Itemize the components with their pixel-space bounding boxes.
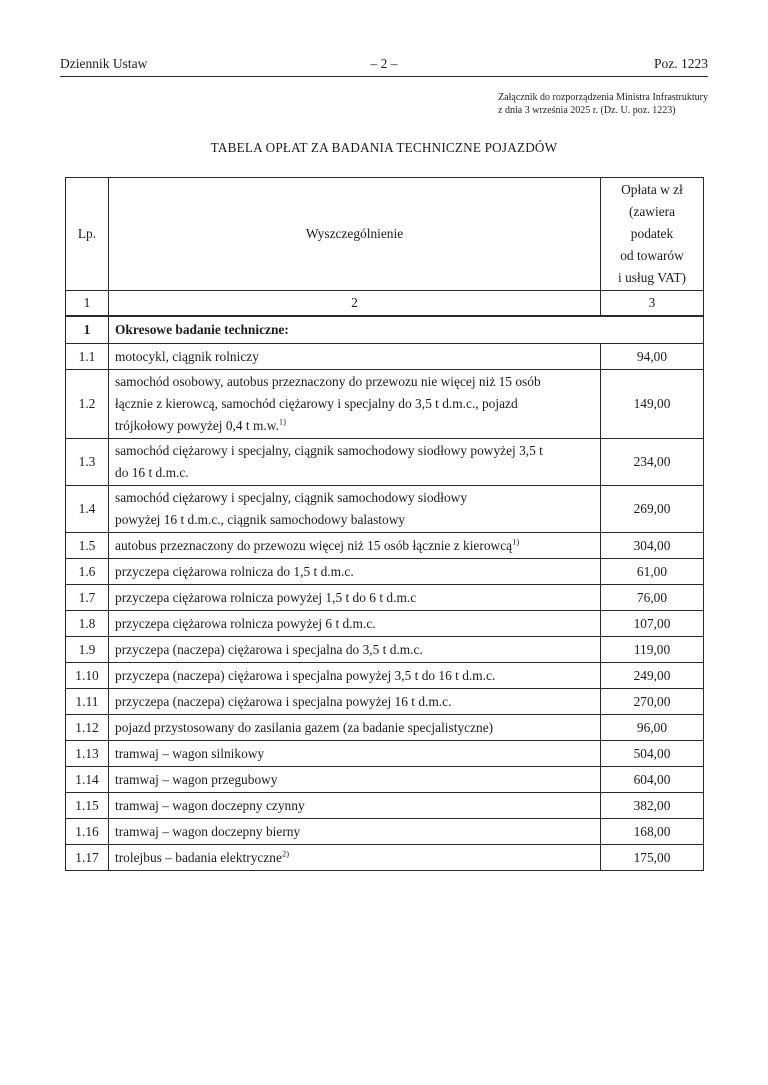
- row-fee: 94,00: [601, 344, 704, 370]
- row-lp: 1.9: [66, 637, 109, 663]
- row-fee: 96,00: [601, 715, 704, 741]
- section-row: [66, 316, 704, 344]
- row-lp: 1.7: [66, 585, 109, 611]
- col-number-3: 3: [601, 291, 704, 317]
- row-description: trolejbus – badania elektryczne$^{2)}$: [109, 845, 601, 871]
- col-number-1: 1: [66, 291, 109, 317]
- row-fee: 270,00: [601, 689, 704, 715]
- row-lp: 1.4: [66, 486, 109, 533]
- table-row: [66, 533, 704, 559]
- table-row: [66, 370, 704, 439]
- row-description: motocykl, ciągnik rolniczy: [109, 344, 601, 370]
- row-description: pojazd przystosowany do zasilania gazem (za badanie specjalistyczne): [109, 715, 601, 741]
- row-lp: 1.12: [66, 715, 109, 741]
- header-lp: Lp.: [66, 178, 109, 291]
- row-lp: 1.17: [66, 845, 109, 871]
- position-number: Poz. 1223: [654, 56, 708, 71]
- row-fee: 175,00: [601, 845, 704, 871]
- row-fee: 234,00: [601, 439, 704, 486]
- row-description: tramwaj – wagon doczepny czynny: [109, 793, 601, 819]
- table-row: [66, 585, 704, 611]
- row-fee: 119,00: [601, 637, 704, 663]
- journal-name: Dziennik Ustaw: [60, 56, 148, 71]
- footnote-marker: 1): [278, 416, 286, 427]
- row-description: przyczepa (naczepa) ciężarowa i specjalna powyżej 16 t d.m.c.: [109, 689, 601, 715]
- row-description: przyczepa ciężarowa rolnicza powyżej 6 t d.m.c.: [109, 611, 601, 637]
- row-lp: 1.16: [66, 819, 109, 845]
- row-fee: 269,00: [601, 486, 704, 533]
- table-row: [66, 344, 704, 370]
- row-description: tramwaj – wagon doczepny bierny: [109, 819, 601, 845]
- table-row: [66, 439, 704, 486]
- row-description: przyczepa ciężarowa rolnicza do 1,5 t d.m.c.: [109, 559, 601, 585]
- row-lp: 1.14: [66, 767, 109, 793]
- running-head: [60, 56, 708, 77]
- row-fee: 61,00: [601, 559, 704, 585]
- table-row: [66, 611, 704, 637]
- row-lp: 1.3: [66, 439, 109, 486]
- row-description: tramwaj – wagon przegubowy: [109, 767, 601, 793]
- row-lp: 1.15: [66, 793, 109, 819]
- row-description: samochód osobowy, autobus przeznaczony do przewozu nie więcej niż 15 osób łącznie z kierowcą, samochód ciężarowy i specjalny do 3,5 t d.m.c., pojazd trójkołowy powyżej 0,4 t m.w.$^{1)}$: [109, 370, 601, 439]
- header-description: Wyszczególnienie: [109, 178, 601, 291]
- row-lp: 1.10: [66, 663, 109, 689]
- row-fee: 304,00: [601, 533, 704, 559]
- row-description: przyczepa (naczepa) ciężarowa i specjalna powyżej 3,5 t do 16 t d.m.c.: [109, 663, 601, 689]
- table-row: [66, 689, 704, 715]
- row-lp: 1.8: [66, 611, 109, 637]
- row-lp: 1.5: [66, 533, 109, 559]
- row-lp: 1.6: [66, 559, 109, 585]
- row-description: tramwaj – wagon silnikowy: [109, 741, 601, 767]
- row-fee: 604,00: [601, 767, 704, 793]
- table-row: [66, 486, 704, 533]
- row-lp: 1.11: [66, 689, 109, 715]
- document-title: TABELA OPŁAT ZA BADANIA TECHNICZNE POJAZDÓW: [210, 140, 558, 155]
- fees-table: [65, 177, 704, 871]
- table-row: [66, 845, 704, 871]
- row-lp: 1.2: [66, 370, 109, 439]
- row-fee: 249,00: [601, 663, 704, 689]
- section-lp: 1: [66, 316, 109, 344]
- table-row: [66, 767, 704, 793]
- table-row: [66, 663, 704, 689]
- row-description: autobus przeznaczony do przewozu więcej niż 15 osób łącznie z kierowcą$^{1)}$: [109, 533, 601, 559]
- header-fee: Opłata w zł (zawiera podatek od towarów i usług VAT): [601, 178, 704, 291]
- page-number: – 2 –: [370, 56, 398, 71]
- section-label: Okresowe badanie techniczne:: [109, 316, 704, 344]
- footnote-marker: 2): [281, 848, 290, 859]
- row-fee: 504,00: [601, 741, 704, 767]
- row-fee: 382,00: [601, 793, 704, 819]
- row-description: samochód ciężarowy i specjalny, ciągnik samochodowy siodłowy powyżej 16 t d.m.c., ciągnik samochodowy balastowy: [109, 486, 601, 533]
- annex-note: Załącznik do rozporządzenia Ministra Infrastruktury z dnia 3 września 2025 r. (Dz. U. poz. 1223): [498, 92, 708, 116]
- table-row: [66, 793, 704, 819]
- footnote-marker: 1): [512, 536, 520, 547]
- table-row: [66, 715, 704, 741]
- row-description: przyczepa ciężarowa rolnicza powyżej 1,5 t do 6 t d.m.c: [109, 585, 601, 611]
- row-fee: 168,00: [601, 819, 704, 845]
- annex-note-wrap: [60, 92, 708, 117]
- row-description: samochód ciężarowy i specjalny, ciągnik samochodowy siodłowy powyżej 3,5 t do 16 t d.m.c.: [109, 439, 601, 486]
- col-number-2: 2: [109, 291, 601, 317]
- row-fee: 76,00: [601, 585, 704, 611]
- row-description: przyczepa (naczepa) ciężarowa i specjalna do 3,5 t d.m.c.: [109, 637, 601, 663]
- row-fee: 149,00: [601, 370, 704, 439]
- row-fee: 107,00: [601, 611, 704, 637]
- table-row: [66, 637, 704, 663]
- table-row: [66, 819, 704, 845]
- table-row: [66, 741, 704, 767]
- row-lp: 1.1: [66, 344, 109, 370]
- row-lp: 1.13: [66, 741, 109, 767]
- table-row: [66, 559, 704, 585]
- column-numbering-row: [66, 291, 704, 317]
- table-header-row: [66, 178, 704, 291]
